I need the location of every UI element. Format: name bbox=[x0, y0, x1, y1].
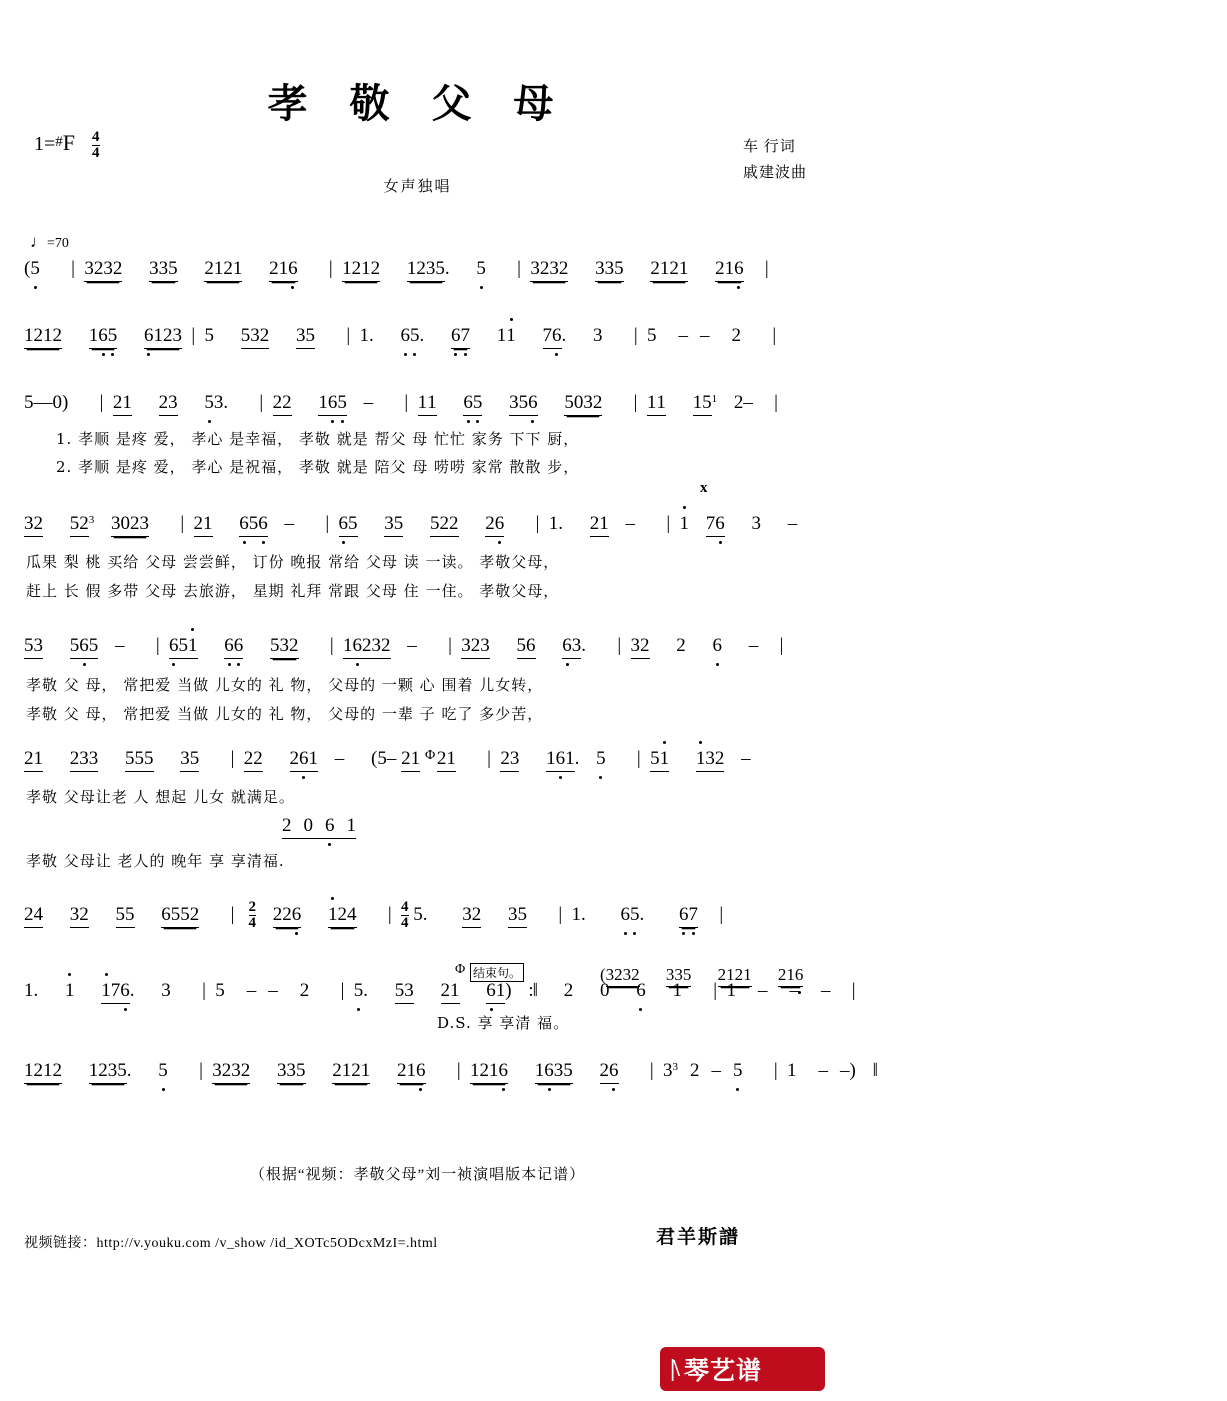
staff-line-7-notes: 24 32 55 6552 | $\frac{2}{4}$ 226 124 | $\frac{4}{4}$ 5. 32 35 | 1. 65. 67 | bbox=[24, 900, 814, 934]
lyric-text: 瓜果 梨 桃 买给 父母 尝尝鲜， 订份 晚报 常给 父母 读 一读。 孝敬父母， bbox=[26, 553, 560, 571]
beam-group: 6552 bbox=[161, 904, 199, 928]
staff-line-1-notes: (5 | 3232 335 2121 216 | 1212 1235. 5 | 3232 335 2121 216 | bbox=[24, 258, 814, 292]
beam-group: 1212 bbox=[342, 258, 380, 282]
beam-group: 21 bbox=[441, 980, 460, 1004]
beam-group: 61 bbox=[486, 980, 505, 1004]
beam-group: 1212 bbox=[24, 1060, 62, 1084]
beam-group: 216 bbox=[269, 258, 298, 282]
beam-group: 1216 bbox=[470, 1060, 508, 1084]
staff-line-6-lyrics-verse2 bbox=[26, 850, 816, 874]
beam-group: 65 bbox=[339, 513, 358, 537]
staff-line-6-lyrics-verse1 bbox=[26, 786, 816, 810]
coda-icon-2: Φ bbox=[455, 962, 466, 977]
staff-line-4-lyrics-verse2 bbox=[26, 580, 816, 604]
note: 5 bbox=[30, 258, 40, 279]
credit-lyricist: 车 行词 bbox=[742, 139, 796, 155]
video-link[interactable]: 视频链接：http://v.youku.com /v_show /id_XOTc5ODcxMzI=.html bbox=[24, 1236, 438, 1251]
beam-group: 2 0 6 1 bbox=[282, 815, 356, 839]
beam-group: 24 bbox=[24, 904, 43, 928]
beam-group: 21 bbox=[194, 513, 213, 537]
ending-label: 结束句。 bbox=[470, 963, 524, 985]
beam-group: 76 bbox=[706, 513, 725, 537]
beam-group: 35 bbox=[384, 513, 403, 537]
beam-group: 21 bbox=[113, 392, 132, 416]
beam-group: 21 bbox=[24, 748, 43, 772]
beam-group: 21 bbox=[437, 748, 456, 772]
staff-line-2-notes: 1212 165 6123 | 5 532 35 | 1. 65. 67 11 76. 3 | 5 – – 2 | bbox=[24, 325, 814, 359]
coda-icon: Φ bbox=[425, 748, 436, 763]
beam-group: 522 bbox=[430, 513, 459, 537]
beam-group: 15 bbox=[693, 392, 712, 416]
beam-group: 1635 bbox=[535, 1060, 573, 1084]
beam-group: 216 bbox=[397, 1060, 426, 1084]
beam-group: 216 bbox=[715, 258, 744, 282]
lyric-text: 2. 孝顺 是疼 爱， 孝心 是祝福， 孝敬 就是 陪父 母 唠唠 家常 散散 步， bbox=[56, 458, 580, 476]
beam-group: 3232 bbox=[212, 1060, 250, 1084]
beam-group: 53 bbox=[24, 635, 43, 659]
quarter-note-icon: ♩ bbox=[30, 232, 47, 251]
tempo-marking bbox=[30, 232, 69, 252]
beam-group: 532 bbox=[241, 325, 270, 349]
lyric-text: 孝敬 父 母， 常把爱 当做 儿女的 礼 物， 父母的 一辈 子 吃了 多少苦， bbox=[26, 705, 544, 723]
time-signature-change-2-4: $\frac{2}{4}$ bbox=[248, 899, 256, 931]
site-logo[interactable] bbox=[660, 1347, 825, 1391]
logo-mark-icon: |\ bbox=[670, 1356, 678, 1382]
staff-line-9-notes: 1212 1235. 5 | 3232 335 2121 216 | 1216 1635 26 | $3^3$ 2 – 5 | 1 – –) ‖ bbox=[24, 1060, 814, 1094]
beam-group: 5032 bbox=[564, 392, 602, 416]
beam-group: 335 bbox=[149, 258, 178, 282]
beam-group: 11 bbox=[647, 392, 666, 416]
segno-icon: x bbox=[700, 480, 708, 496]
beam-group: 56 bbox=[517, 635, 536, 659]
beam-group: 35 bbox=[180, 748, 199, 772]
beam-group: 335 bbox=[595, 258, 624, 282]
beam-group: 1235 bbox=[407, 258, 445, 282]
lyric-text: 赶上 长 假 多带 父母 去旅游， 星期 礼拜 常跟 父母 住 一住。 孝敬父母， bbox=[26, 582, 560, 600]
beam-group: 176 bbox=[101, 980, 130, 1004]
transcriber-seal: 君羊斯譜 bbox=[655, 1226, 740, 1248]
beam-group: 323 bbox=[461, 635, 490, 659]
key-signature bbox=[34, 130, 100, 161]
key-accidental: # bbox=[55, 134, 63, 151]
beam-group: 21 bbox=[401, 748, 420, 772]
time-signature-change-4-4: $\frac{4}{4}$ bbox=[401, 899, 409, 931]
beam-group: 32 bbox=[631, 635, 650, 659]
beam-group: 1235 bbox=[89, 1060, 127, 1084]
staff-line-5-lyrics-verse2 bbox=[26, 703, 816, 727]
key-letter: F bbox=[62, 130, 76, 156]
beam-group: 356 bbox=[509, 392, 538, 416]
beam-group: 26 bbox=[485, 513, 504, 537]
staff-line-3-lyrics-verse2 bbox=[56, 456, 846, 480]
key-signature-label: 1= bbox=[34, 133, 56, 156]
note: ( bbox=[24, 258, 31, 279]
beam-group: 233 bbox=[70, 748, 99, 772]
beam-group: 35 bbox=[508, 904, 527, 928]
staff-line-3-lyrics-verse1 bbox=[56, 428, 846, 452]
credits bbox=[743, 134, 807, 186]
staff-line-3-notes: 5––0) | 21 23 53. | 22 165 – | 11 65 356 5032 | 11 $15^1$ 2– | bbox=[24, 392, 814, 426]
beam-group: 65 bbox=[463, 392, 482, 416]
staff-line-4-lyrics-verse1 bbox=[26, 551, 816, 575]
staff-line-6-inserted-notes bbox=[282, 815, 1072, 849]
lyric-text: 1. 孝顺 是疼 爱， 孝心 是幸福， 孝敬 就是 帮父 母 忙忙 家务 下下 厨， bbox=[56, 430, 580, 448]
beam-group: 161 bbox=[546, 748, 575, 772]
beam-group: 32 bbox=[24, 513, 43, 537]
beam-group: 22 bbox=[244, 748, 263, 772]
beam-group: 55 bbox=[116, 904, 135, 928]
lyric-text: 孝敬 父母让 老人的 晚年 享 享清福. bbox=[26, 852, 285, 870]
beam-group: 226 bbox=[273, 904, 302, 928]
beam-group: 63 bbox=[562, 635, 581, 659]
tempo-value: =70 bbox=[47, 236, 69, 251]
beam-group: 1212 bbox=[24, 325, 62, 349]
beam-group: 2121 bbox=[332, 1060, 370, 1084]
time-signature-numerator: 4 bbox=[92, 129, 100, 145]
beam-group: 165 bbox=[89, 325, 118, 349]
staff-line-5-notes: 53 565 – | 651 66 532 | 16232 – | 323 56 63. | 32 2 6 – | bbox=[24, 635, 814, 669]
beam-group: 6123 bbox=[144, 325, 182, 349]
cue-notes: (3232 335 2121 216 bbox=[600, 965, 803, 985]
time-signature bbox=[92, 130, 100, 161]
beam-group: 16232 bbox=[343, 635, 391, 659]
beam-group: 3232 bbox=[84, 258, 122, 282]
credit-composer: 戚建波曲 bbox=[742, 165, 807, 181]
beam-group: 66 bbox=[224, 635, 243, 659]
subtitle: 女声独唱 bbox=[383, 179, 452, 195]
beam-group: 11 bbox=[418, 392, 437, 416]
beam-group: 22 bbox=[273, 392, 292, 416]
beam-group: 124 bbox=[328, 904, 357, 928]
beam-group: 23 bbox=[159, 392, 178, 416]
beam-group: 53 bbox=[395, 980, 414, 1004]
beam-group: 52 bbox=[70, 513, 89, 537]
beam-group: 51 bbox=[650, 748, 669, 772]
beam-group: 26 bbox=[600, 1060, 619, 1084]
beam-group: 3232 bbox=[530, 258, 568, 282]
beam-group: 532 bbox=[270, 635, 299, 659]
beam-group: 2121 bbox=[204, 258, 242, 282]
page-title: 孝 敬 父 母 bbox=[267, 80, 568, 127]
time-signature-denominator: 4 bbox=[92, 145, 100, 161]
logo-text: 琴艺谱 bbox=[683, 1356, 762, 1385]
beam-group: 3023 bbox=[111, 513, 149, 537]
staff-line-8-notes: 1. 1 176. 3 | 5 – – 2 | 5. 53 21 61) :‖ 2 0 6 1 | 1 – – – | bbox=[24, 980, 814, 1014]
footnote: （根据“视频：孝敬父母”刘一祯演唱版本记谱） bbox=[249, 1167, 586, 1183]
beam-group: 32 bbox=[70, 904, 89, 928]
beam-group: 165 bbox=[318, 392, 347, 416]
beam-group: 76 bbox=[543, 325, 562, 349]
beam-group: 23 bbox=[500, 748, 519, 772]
staff-line-6-notes: 21 233 555 35 | 22 261 – (5– 21 21 | 23 161. 5 | 51 132 – bbox=[24, 748, 814, 782]
lyric-text: 孝敬 父 母， 常把爱 当做 儿女的 礼 物， 父母的 一颗 心 围着 儿女转， bbox=[26, 676, 544, 694]
repeat-sign: :‖ bbox=[528, 980, 537, 1001]
lyric-text: D.S. 享 享清 福。 bbox=[437, 1014, 570, 1032]
staff-line-5-lyrics-verse1 bbox=[26, 674, 816, 698]
beam-group: 132 bbox=[696, 748, 725, 772]
beam-group: 656 bbox=[239, 513, 268, 537]
lyric-text: 孝敬 父母让老 人 想起 儿女 就满足。 bbox=[26, 788, 295, 806]
beam-group: 565 bbox=[70, 635, 99, 659]
beam-group: 555 bbox=[125, 748, 154, 772]
beam-group: 67 bbox=[451, 325, 470, 349]
staff-line-4-notes: 32 $52^3$ 3023 | 21 656 – | 65 35 522 26 | 1. 21 – | 1 76 3 – bbox=[24, 513, 814, 547]
beam-group: 651 bbox=[169, 635, 198, 659]
beam-group: 2121 bbox=[650, 258, 688, 282]
staff-line-8-lyrics bbox=[437, 1012, 1227, 1036]
beam-group: 335 bbox=[277, 1060, 306, 1084]
beam-group: 32 bbox=[462, 904, 481, 928]
beam-group: 35 bbox=[296, 325, 315, 349]
beam-group: 261 bbox=[290, 748, 319, 772]
beam-group: 21 bbox=[590, 513, 609, 537]
beam-group: 67 bbox=[679, 904, 698, 928]
